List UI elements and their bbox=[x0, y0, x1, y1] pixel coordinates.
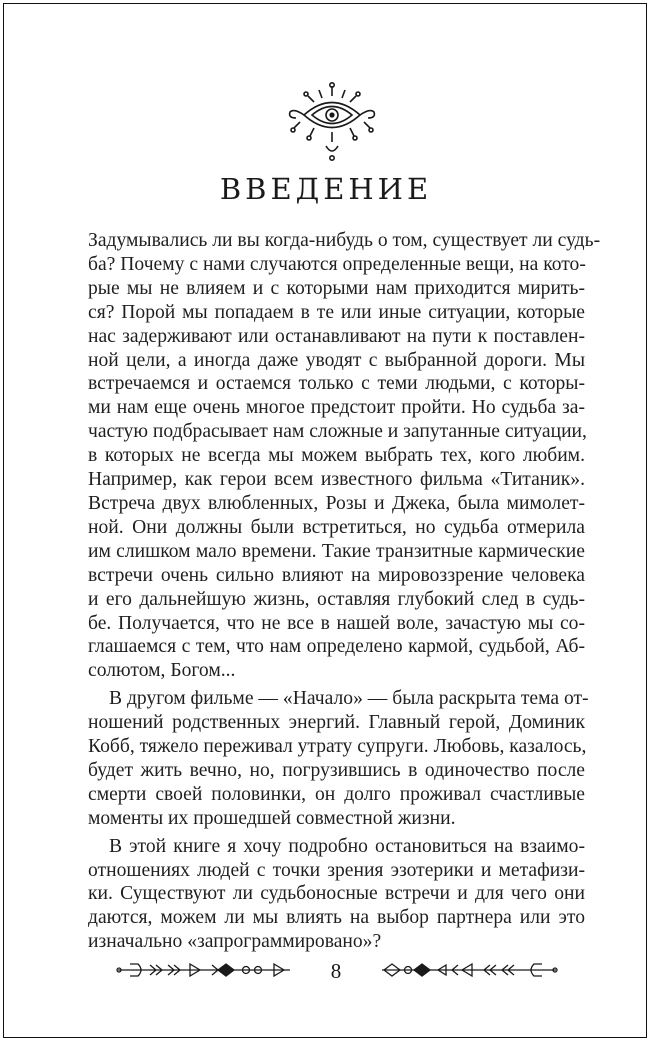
text-line: моменты их прошедшей совместной жизни. bbox=[88, 807, 456, 829]
page-title: ВВЕДЕНИЕ bbox=[219, 172, 433, 206]
text-line: Задумывались ли вы когда-нибудь о том, существует ли судь- bbox=[88, 230, 601, 251]
text-line: солютом, Богом... bbox=[88, 660, 236, 682]
text-line: Встреча двух влюбленных, Розы и Джека, была мимолет- bbox=[88, 492, 585, 514]
text-line: отношениях людей с точки зрения эзотерики и метафизи- bbox=[88, 859, 585, 881]
paragraph-3 bbox=[88, 835, 585, 955]
text-line: ной цели, а иногда даже уводят с выбранной дороги. Мы bbox=[88, 349, 585, 371]
page-number: 8 bbox=[330, 959, 342, 983]
text-line: Кобб, тяжело переживал утрату супруги. Любовь, казалось, bbox=[88, 736, 587, 758]
text-line: даются, можем ли мы влиять на выбор партнера или это bbox=[88, 907, 585, 929]
text-line: ной. Они должны были встретиться, но судьба отмерила bbox=[88, 516, 585, 538]
text-line: встречаемся и остаемся только с теми людьми, с которы- bbox=[88, 373, 585, 395]
text-line: им слишком мало времени. Такие транзитные кармические bbox=[88, 540, 585, 562]
body-text bbox=[88, 229, 601, 954]
arrow-ornament-icon bbox=[116, 960, 292, 980]
text-line: ми нам еще очень многое предстоит пройти. Но судьба за- bbox=[88, 397, 585, 419]
text-line: ношений родственных энергий. Главный герой, Доминик bbox=[88, 712, 585, 734]
text-line: ба? Почему с нами случаются определенные вещи, на кото- bbox=[88, 253, 586, 275]
text-line: ки. Существуют ли судьбоносные встречи и для чего они bbox=[88, 883, 585, 905]
text-line: в которых не всегда мы можем выбрать тех, кого любим. bbox=[88, 445, 585, 467]
eye-emblem-icon bbox=[286, 82, 378, 162]
text-line: изначально «запрограммировано»? bbox=[88, 931, 382, 953]
text-line: рые мы не влияем и с которыми нам приходится мирить- bbox=[88, 277, 585, 299]
text-line: В другом фильме — «Начало» — была раскрыта тема от- bbox=[109, 688, 589, 710]
text-line: и его дальнейшую жизнь, оставляя глубокий след в судь- bbox=[88, 588, 585, 610]
text-line: бе. Получается, что не все в нашей воле, зачастую мы со- bbox=[88, 612, 585, 634]
text-line: частую подбрасывает нам сложные и запутанные ситуации, bbox=[88, 421, 587, 443]
text-line: смерти своей половинки, он долго проживал счастливые bbox=[88, 783, 585, 805]
text-line: ся? Порой мы попадаем в те или иные ситуации, которые bbox=[88, 301, 585, 323]
text-line: глашаемся с тем, что нам определено кармой, судьбой, Аб- bbox=[88, 636, 585, 658]
paragraph-1 bbox=[88, 229, 601, 683]
text-line: В этой книге я хочу подробно остановиться на взаимо- bbox=[109, 835, 585, 857]
paragraph-2 bbox=[88, 687, 589, 830]
arrow-ornament-icon bbox=[380, 960, 558, 980]
text-line: нас задерживают или останавливают на пути к поставлен- bbox=[88, 325, 585, 347]
text-line: встречи очень сильно влияют на мировоззрение человека bbox=[88, 564, 585, 586]
text-line: Например, как герои всем известного фильма «Титаник». bbox=[88, 469, 585, 491]
text-line: будет жить вечно, но, погрузившись в одиночество после bbox=[88, 759, 585, 781]
